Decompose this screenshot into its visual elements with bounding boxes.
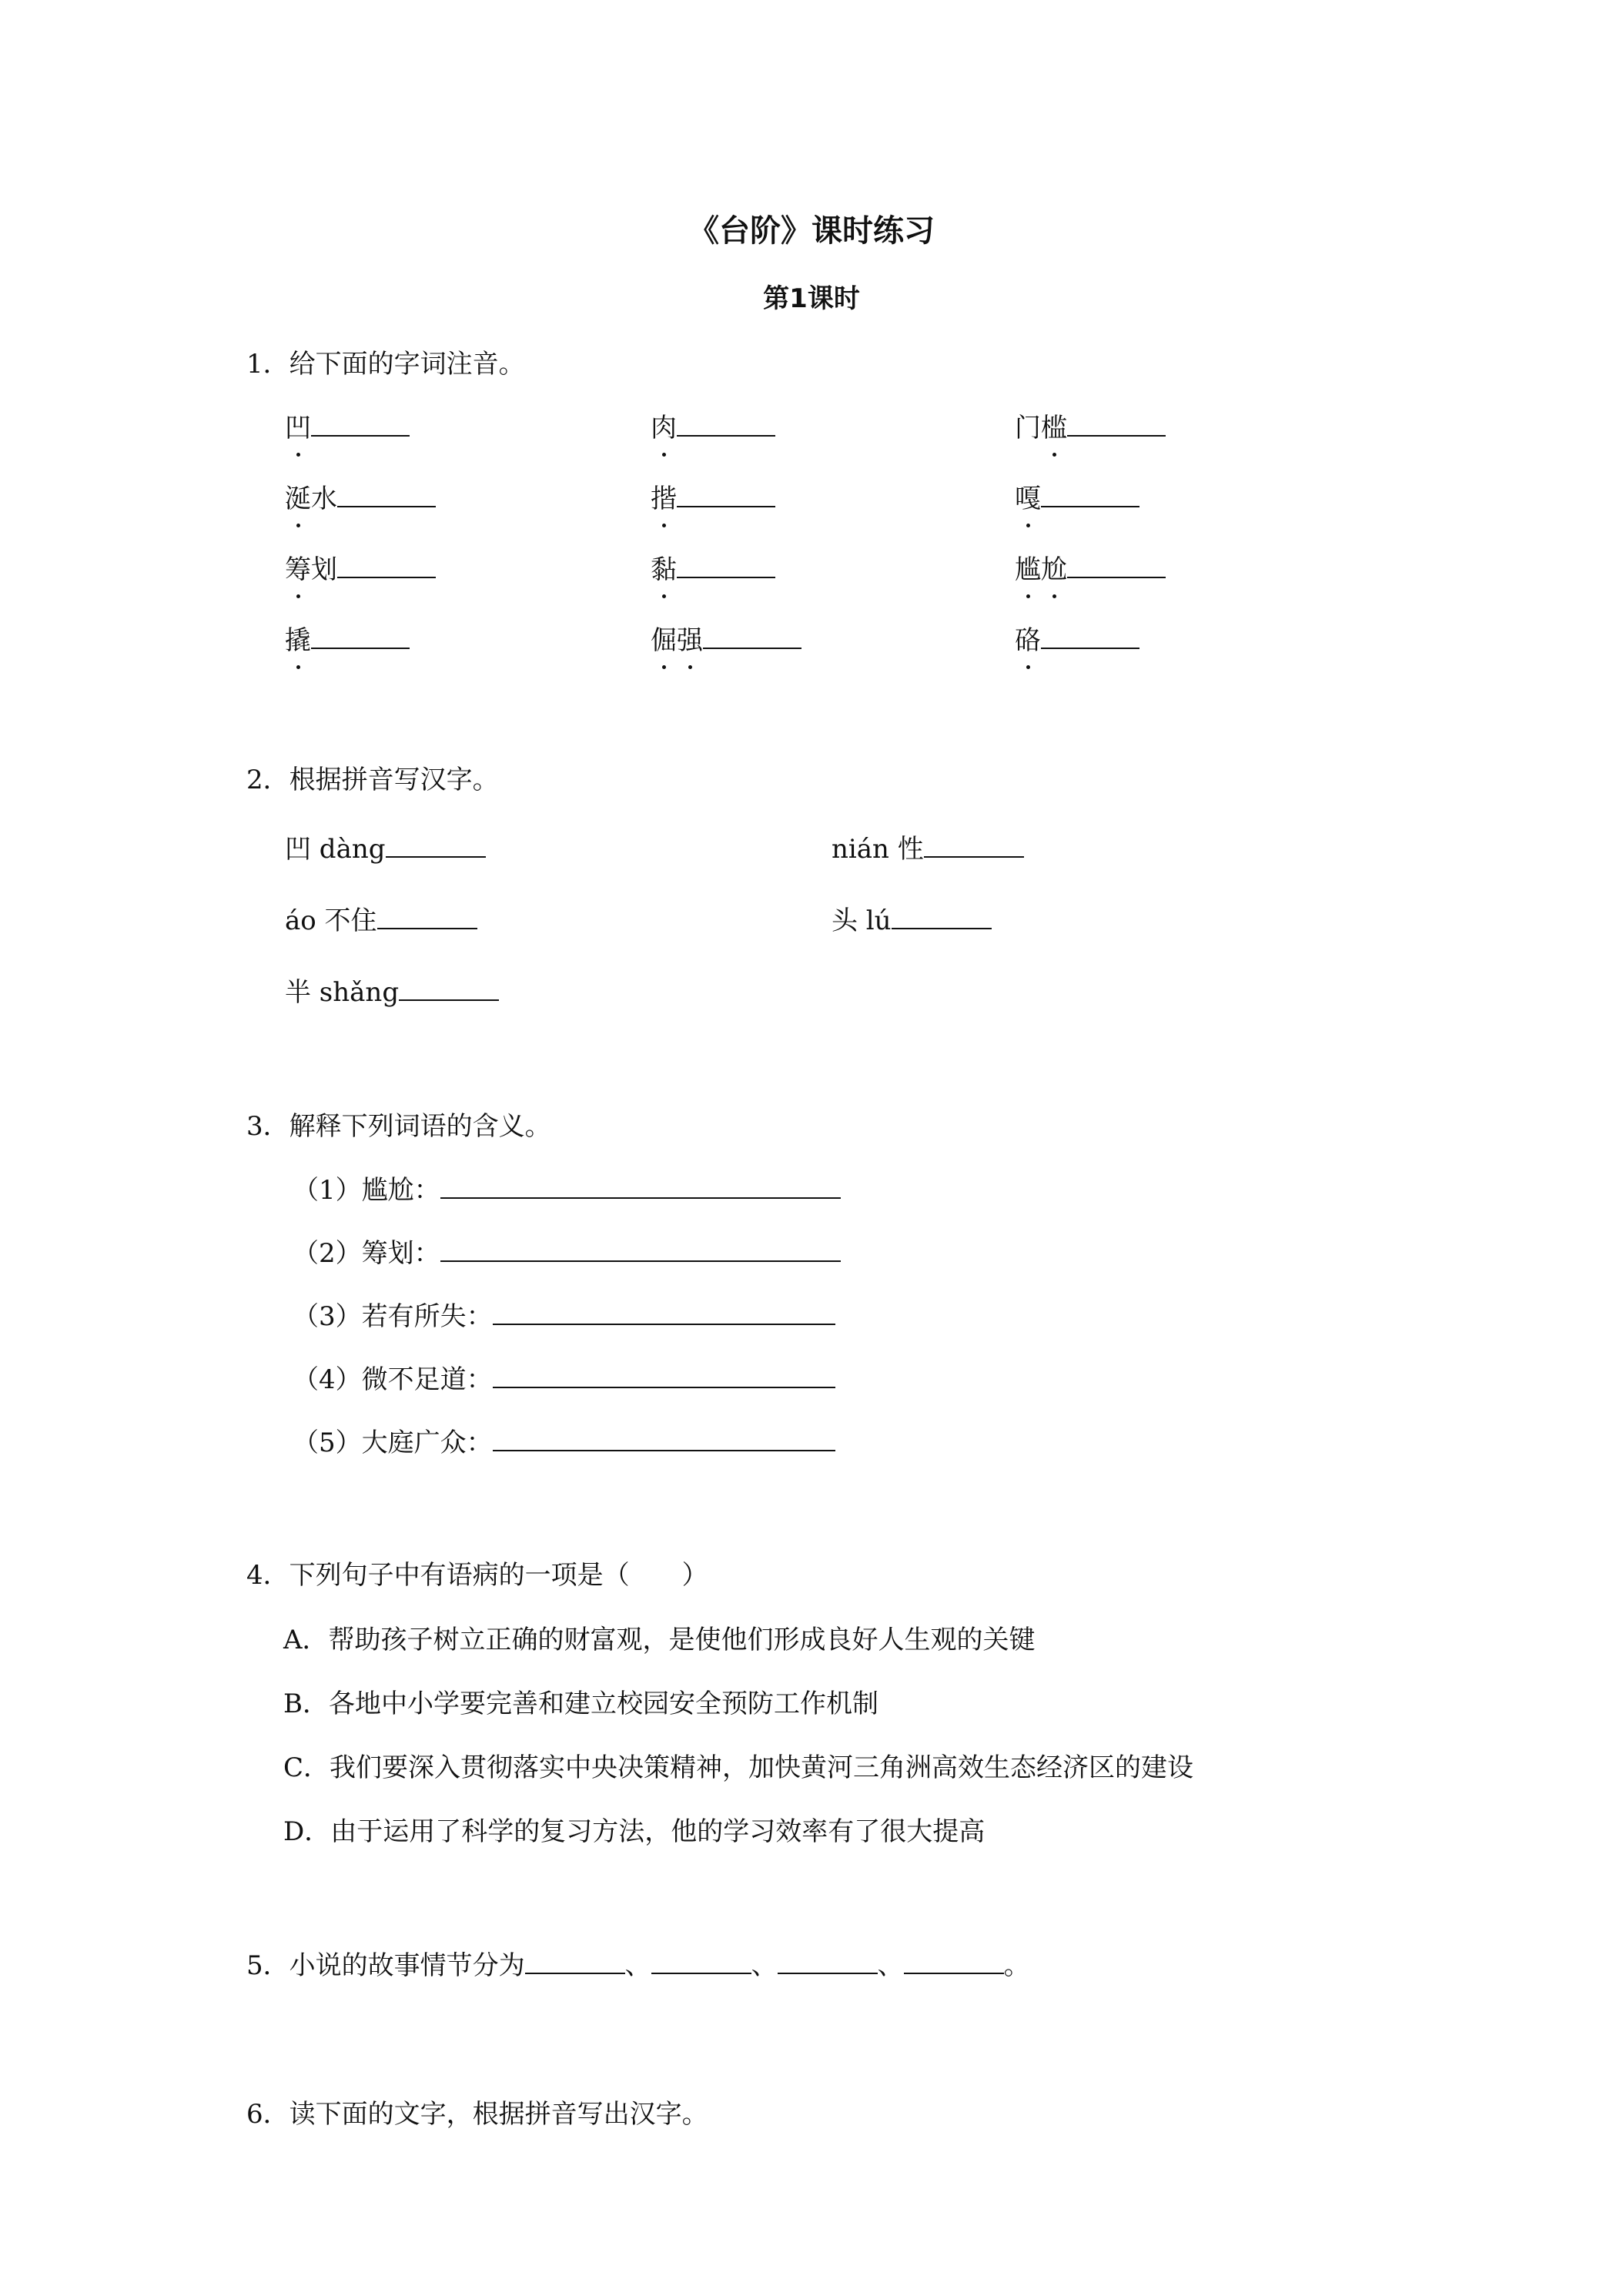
emphasis-dot-char: 槛 — [1041, 407, 1067, 444]
answer-blank[interactable] — [1067, 409, 1166, 437]
emphasis-dot-char: 撬 — [285, 619, 311, 657]
answer-blank[interactable] — [493, 1361, 835, 1388]
emphasis-dot-char: 硌 — [1015, 619, 1041, 657]
choice-option-c[interactable]: C．我们要深入贯彻落实中央决策精神，加快黄河三角洲高效生态经济区的建设 — [283, 1752, 1194, 1783]
answer-blank[interactable] — [440, 1171, 841, 1199]
q1-item — [1015, 407, 1166, 444]
answer-blank[interactable] — [677, 551, 775, 578]
answer-blank[interactable] — [337, 480, 436, 507]
emphasis-dot-char: 尬 — [1041, 548, 1067, 586]
emphasis-dot-char: 尴 — [1015, 548, 1041, 586]
answer-blank[interactable] — [386, 830, 486, 858]
emphasized-char — [651, 413, 677, 443]
word-part: 水 — [311, 484, 337, 514]
answer-blank[interactable] — [703, 621, 801, 649]
answer-blank[interactable] — [904, 1946, 1004, 1974]
answer-blank[interactable] — [525, 1946, 625, 1974]
answer-blank[interactable] — [377, 902, 477, 929]
q1-item — [285, 477, 436, 515]
q2-item: áo 不住 — [285, 899, 477, 937]
q3-item: （5）大庭广众： — [293, 1421, 835, 1459]
answer-blank[interactable] — [311, 621, 410, 649]
choice-option-b[interactable]: B．各地中小学要完善和建立校园安全预防工作机制 — [283, 1689, 878, 1719]
answer-blank[interactable] — [778, 1946, 878, 1974]
answer-blank[interactable] — [1041, 480, 1139, 507]
q2-item: 半 shǎng — [285, 971, 499, 1009]
emphasized-char — [1041, 413, 1067, 443]
q1-item — [651, 619, 801, 657]
emphasis-dot-char: 凹 — [285, 407, 311, 444]
emphasized-char — [651, 554, 677, 585]
emphasis-dot-char: 嘎 — [1015, 477, 1041, 515]
question-6-prompt: 6．读下面的文字，根据拼音写出汉字。 — [246, 2099, 708, 2130]
q1-item — [651, 407, 775, 444]
word-part: 门 — [1015, 413, 1041, 443]
emphasis-dot-char: 倔 — [651, 619, 677, 657]
answer-blank[interactable] — [440, 1234, 841, 1262]
emphasized-char — [1015, 554, 1067, 585]
emphasized-char — [651, 625, 703, 656]
question-3-prompt: 3．解释下列词语的含义。 — [246, 1111, 551, 1142]
emphasized-char — [285, 554, 311, 585]
q2-item: 凹 dàng — [285, 828, 486, 865]
word-part: 划 — [311, 554, 337, 585]
q1-item — [285, 407, 410, 444]
q1-item — [285, 619, 410, 657]
answer-blank[interactable] — [892, 902, 992, 929]
answer-blank[interactable] — [651, 1946, 751, 1974]
question-5: 5．小说的故事情节分为 、 、 、 。 — [246, 1944, 1030, 1982]
q3-item: （3）若有所失： — [293, 1295, 835, 1333]
page-title: 《台阶》课时练习 — [688, 213, 935, 249]
q3-item: （1）尴尬： — [293, 1169, 841, 1207]
q3-item: （4）微不足道： — [293, 1358, 835, 1396]
answer-blank[interactable] — [311, 409, 410, 437]
q1-item — [285, 548, 436, 586]
answer-blank[interactable] — [677, 480, 775, 507]
emphasis-dot-char: 黏 — [651, 548, 677, 586]
page-subtitle: 第1课时 — [763, 283, 860, 314]
answer-blank[interactable] — [1041, 621, 1139, 649]
answer-blank[interactable] — [493, 1297, 835, 1325]
q1-item — [651, 477, 775, 515]
q3-item: （2）筹划： — [293, 1232, 841, 1270]
q1-item — [1015, 477, 1139, 515]
answer-blank[interactable] — [924, 830, 1024, 858]
emphasis-dot-char: 揩 — [651, 477, 677, 515]
choice-option-a[interactable]: A．帮助孩子树立正确的财富观，是使他们形成良好人生观的关键 — [283, 1625, 1036, 1655]
question-2-prompt: 2．根据拼音写汉字。 — [246, 765, 499, 795]
question-4-prompt: 4．下列句子中有语病的一项是（ ） — [246, 1560, 708, 1591]
q1-item — [651, 548, 775, 586]
q1-item — [1015, 548, 1166, 586]
answer-blank[interactable] — [337, 551, 436, 578]
answer-blank[interactable] — [677, 409, 775, 437]
emphasis-dot-char: 强 — [677, 619, 703, 657]
q1-item — [1015, 619, 1139, 657]
choice-option-d[interactable]: D．由于运用了科学的复习方法，他的学习效率有了很大提高 — [283, 1816, 986, 1847]
emphasized-char — [285, 625, 311, 656]
answer-blank[interactable] — [399, 973, 499, 1001]
q2-item: nián 性 — [832, 828, 1024, 865]
emphasized-char — [651, 484, 677, 514]
emphasis-dot-char: 涎 — [285, 477, 311, 515]
emphasis-dot-char: 肉 — [651, 407, 677, 444]
emphasis-dot-char: 筹 — [285, 548, 311, 586]
question-1-prompt: 1．给下面的字词注音。 — [246, 349, 525, 380]
emphasized-char — [1015, 625, 1041, 656]
answer-blank[interactable] — [493, 1424, 835, 1451]
q2-item: 头 lú — [832, 899, 992, 937]
emphasized-char — [285, 413, 311, 443]
emphasized-char — [285, 484, 311, 514]
emphasized-char — [1015, 484, 1041, 514]
answer-blank[interactable] — [1067, 551, 1166, 578]
